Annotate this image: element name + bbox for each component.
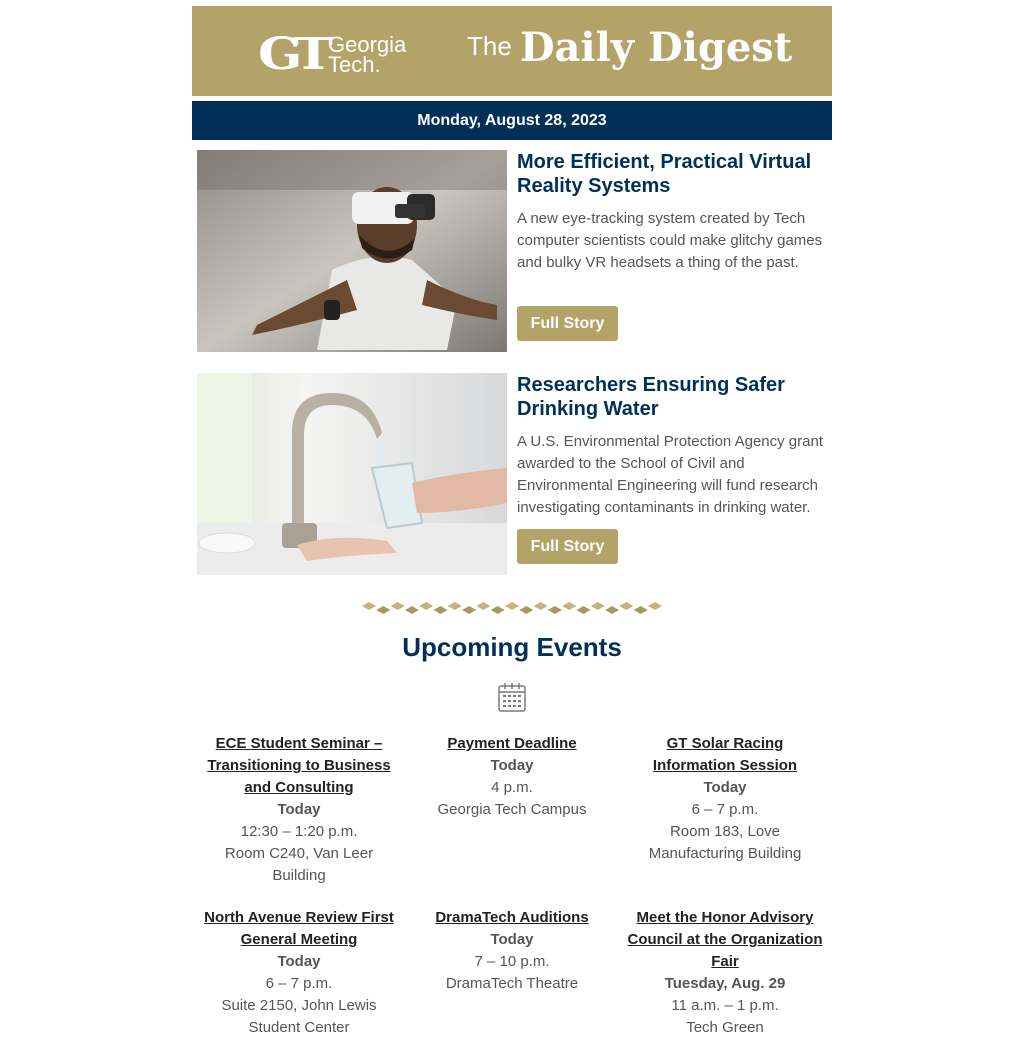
event-location: Suite 2150, John Lewis Student Center	[221, 997, 377, 1036]
event-item	[412, 733, 612, 821]
vr-headset-photo[interactable]	[197, 150, 507, 352]
faucet-water-photo[interactable]	[197, 373, 507, 575]
event-name-link[interactable]: GT Solar Racing Information Session	[652, 735, 798, 774]
date-bar: Monday, August 28, 2023	[192, 101, 832, 140]
event-time: 11 a.m. – 1 p.m.	[671, 997, 779, 1014]
calendar-icon	[497, 681, 527, 713]
event-name-link[interactable]: ECE Student Seminar – Transitioning to Business and Consulting	[207, 735, 391, 796]
event-item	[625, 733, 825, 865]
gt-logo-mark: GT	[258, 29, 325, 80]
logo-line-tech: Tech.	[328, 52, 381, 77]
event-time: 6 – 7 p.m.	[691, 801, 759, 818]
event-item	[625, 907, 825, 1039]
story-description: A U.S. Environmental Protection Agency grant awarded to the School of Civil and Environmental Engineering will fund research investigating contaminants in drinking water.	[517, 433, 823, 516]
event-day: Today	[277, 953, 321, 970]
event-item	[412, 907, 612, 995]
event-location: Room 183, Love Manufacturing Building	[648, 823, 802, 862]
event-time: 7 – 10 p.m.	[474, 953, 550, 970]
event-name-link[interactable]: DramaTech Auditions	[435, 909, 589, 926]
event-day: Tuesday, Aug. 29	[664, 975, 786, 992]
event-day: Today	[490, 931, 534, 948]
event-location: DramaTech Theatre	[445, 975, 579, 992]
masthead-the: The	[467, 31, 512, 61]
logo-line-georgia: Georgia	[328, 32, 407, 57]
story-title[interactable]: More Efficient, Practical Virtual Reality Systems	[517, 151, 812, 197]
georgia-tech-logo[interactable]	[258, 29, 418, 80]
story-card	[197, 373, 827, 576]
event-name-link[interactable]: Payment Deadline	[447, 735, 577, 752]
story-body	[517, 150, 827, 332]
event-name-link[interactable]: Meet the Honor Advisory Council at the Organization Fair	[627, 909, 823, 970]
story-card	[197, 150, 827, 353]
event-time: 4 p.m.	[491, 779, 533, 796]
event-name-link[interactable]: North Avenue Review First General Meeting	[204, 909, 394, 948]
event-item	[199, 733, 399, 887]
diamond-divider	[362, 600, 662, 616]
event-day: Today	[703, 779, 747, 796]
event-location: Georgia Tech Campus	[437, 801, 587, 818]
event-location: Room C240, Van Leer Building	[224, 845, 374, 884]
event-day: Today	[490, 757, 534, 774]
newsletter	[192, 0, 832, 1036]
event-time: 12:30 – 1:20 p.m.	[240, 823, 358, 840]
logo-wordmark	[328, 32, 407, 77]
story-description: A new eye-tracking system created by Tech computer scientists could make glitchy games and bulky VR headsets a thing of the past.	[517, 210, 823, 271]
event-item	[199, 907, 399, 1039]
full-story-button[interactable]: Full Story	[517, 529, 618, 564]
event-day: Today	[277, 801, 321, 818]
masthead-title: Daily Digest	[519, 24, 793, 71]
events-section-title: Upcoming Events	[402, 632, 622, 662]
story-title[interactable]: Researchers Ensuring Safer Drinking Water	[517, 374, 785, 420]
masthead	[467, 24, 792, 71]
story-body	[517, 373, 827, 555]
full-story-button[interactable]: Full Story	[517, 306, 618, 341]
header-banner	[192, 6, 832, 96]
event-location: Tech Green	[686, 1019, 764, 1036]
event-time: 6 – 7 p.m.	[265, 975, 333, 992]
